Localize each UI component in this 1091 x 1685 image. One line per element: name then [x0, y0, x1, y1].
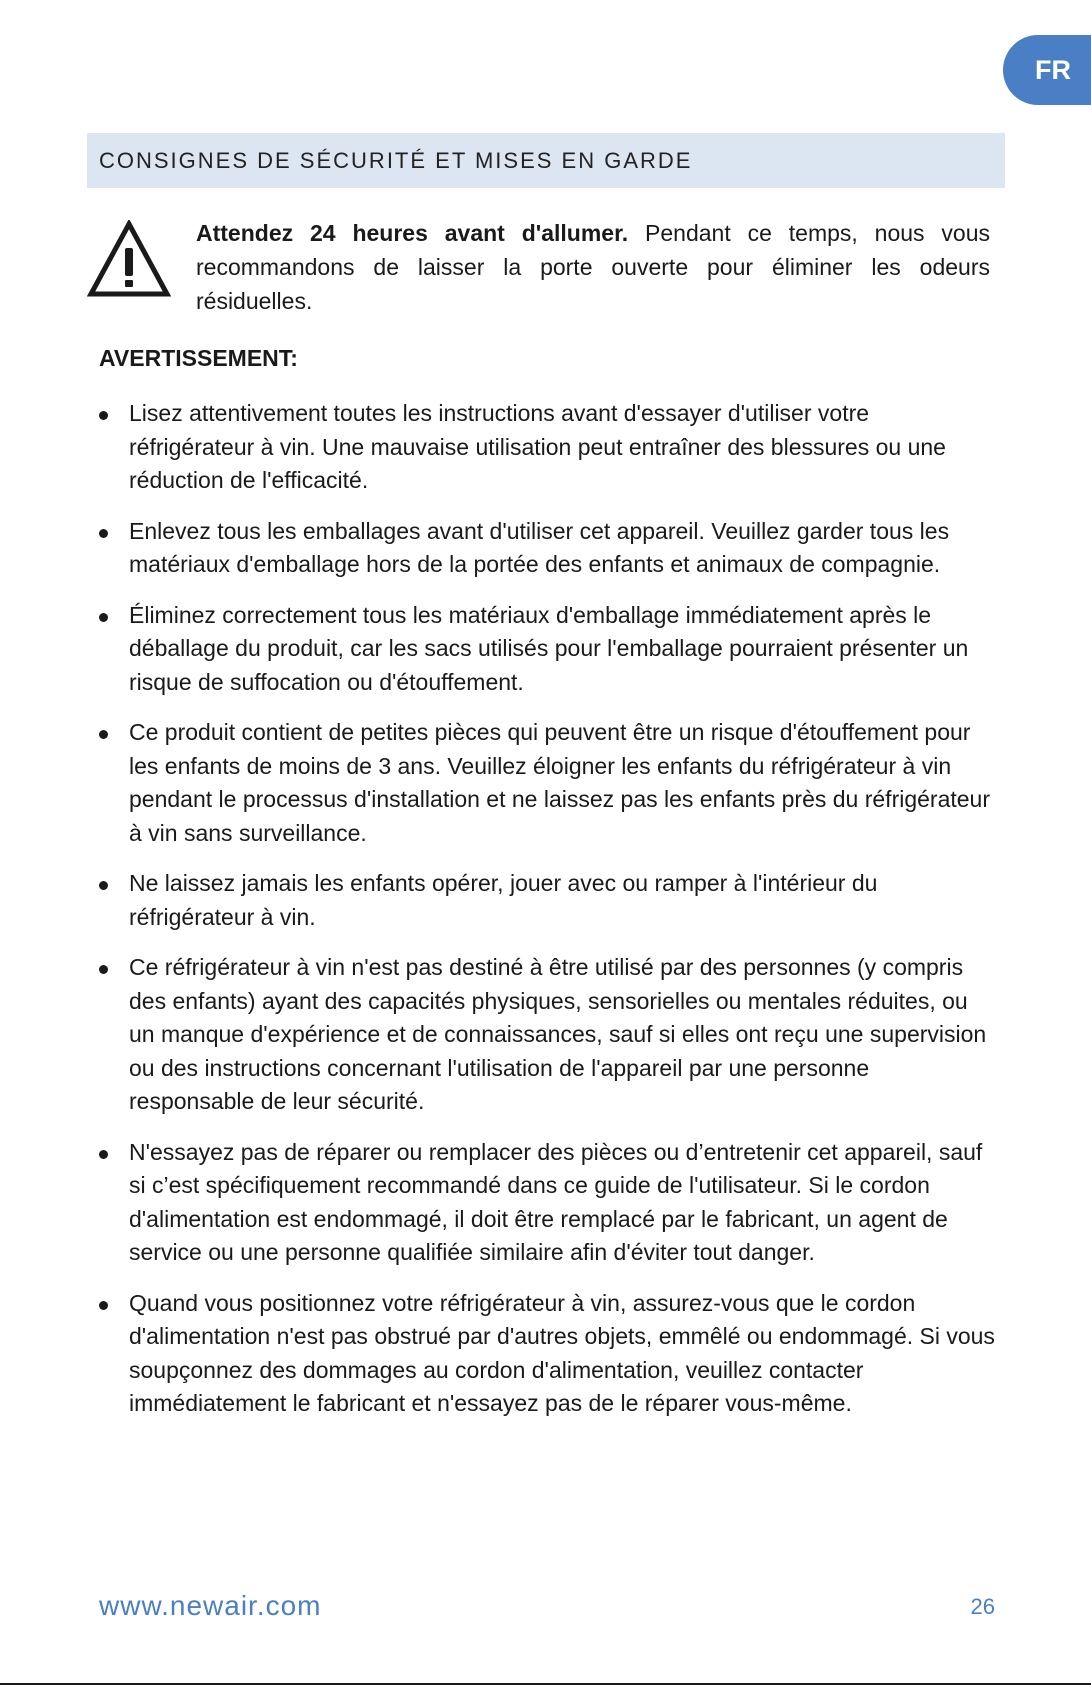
- list-item-text: Quand vous positionnez votre réfrigérateur à vin, assurez-vous que le cordon d'alimentation n'est pas obstrué par d'autres objets, emmêlé ou endommagé. Si vous soupçonnez des dommages au cordon d'alimentation, veuillez contacter immédiatement le fabricant et n'essayez pas de le réparer vous-même.: [129, 1289, 995, 1416]
- bullet-dot-icon: [99, 529, 108, 538]
- warning-triangle-icon: [87, 220, 171, 298]
- list-item: [99, 515, 999, 582]
- list-item: [99, 716, 999, 850]
- bullet-dot-icon: [99, 411, 108, 420]
- footer-website-link[interactable]: www.newair.com: [99, 1590, 322, 1621]
- warning-rest-text: Pendant ce temps, nous vous recommandons de laisser la porte ouverte pour éliminer les odeurs résiduelles.: [196, 220, 990, 314]
- warning-paragraph: [196, 216, 990, 318]
- bullet-dot-icon: [99, 1150, 108, 1159]
- list-item-text: Lisez attentivement toutes les instructions avant d'essayer d'utiliser votre réfrigérateur à vin. Une mauvaise utilisation peut entraîner des blessures ou une réduction de l'efficacité.: [129, 400, 946, 493]
- warning-bold-text: Attendez 24 heures avant d'allumer.: [196, 220, 629, 246]
- page-number: 26: [970, 1594, 995, 1619]
- list-item: [99, 867, 999, 934]
- language-tab: FR: [1003, 35, 1091, 105]
- section-title: CONSIGNES DE SÉCURITÉ ET MISES EN GARDE: [99, 147, 693, 173]
- list-item: [99, 599, 999, 700]
- list-item-text: Ce réfrigérateur à vin n'est pas destiné à être utilisé par des personnes (y compris des enfants) ayant des capacités physiques, sensorielles ou mentales réduites, ou un manque d'expérience et de connaissances, sauf si elles ont reçu une supervision ou des instructions concernant l'utilisation de l'appareil par une personne responsable de leur sécurité.: [129, 954, 987, 1114]
- list-item-text: N'essayez pas de réparer ou remplacer des pièces ou d’entretenir cet appareil, sauf si c’est spécifiquement recommandé dans ce guide de l'utilisateur. Si le cordon d'alimentation est endommagé, il doit être remplacé par le fabricant, un agent de service ou une personne qualifiée similaire afin d'éviter tout danger.: [129, 1138, 983, 1265]
- list-item-text: Ne laissez jamais les enfants opérer, jouer avec ou ramper à l'intérieur du réfrigérateur à vin.: [129, 870, 878, 930]
- bullet-dot-icon: [99, 1301, 108, 1310]
- list-item: [99, 1136, 999, 1270]
- list-item: [99, 397, 999, 498]
- list-item-text: Ce produit contient de petites pièces qui peuvent être un risque d'étouffement pour les enfants de moins de 3 ans. Veuillez éloigner les enfants du réfrigérateur à vin pendant le processus d'installation et ne laissez pas les enfants près du réfrigérateur à vin sans surveillance.: [129, 719, 991, 846]
- bullet-dot-icon: [99, 881, 108, 890]
- bullet-dot-icon: [99, 613, 108, 622]
- section-header: [87, 133, 1005, 188]
- list-item: [99, 951, 999, 1119]
- avertissement-heading: AVERTISSEMENT:: [99, 345, 298, 371]
- bullet-dot-icon: [99, 965, 108, 974]
- bullet-dot-icon: [99, 730, 108, 739]
- warning-bullet-list: [99, 397, 999, 1438]
- list-item: [99, 1287, 999, 1421]
- list-item-text: Éliminez correctement tous les matériaux d'emballage immédiatement après le déballage du produit, car les sacs utilisés pour l'emballage pourraient présenter un risque de suffocation ou d'étouffement.: [129, 601, 969, 695]
- list-item-text: Enlevez tous les emballages avant d'utiliser cet appareil. Veuillez garder tous les matériaux d'emballage hors de la portée des enfants et animaux de compagnie.: [129, 517, 950, 577]
